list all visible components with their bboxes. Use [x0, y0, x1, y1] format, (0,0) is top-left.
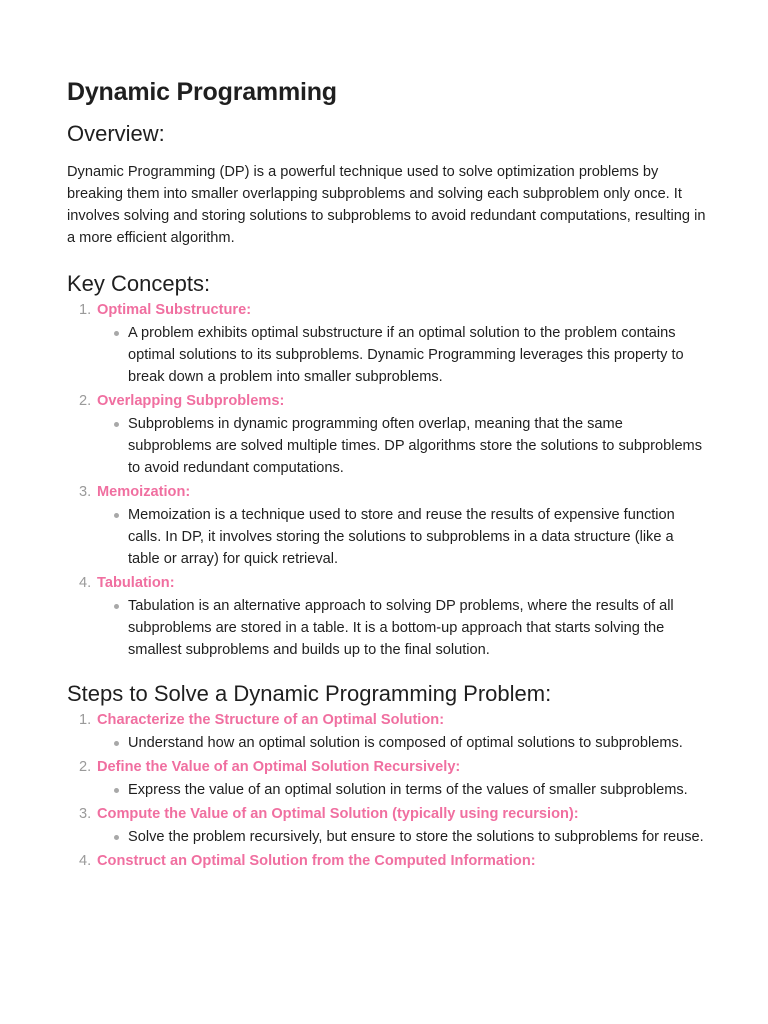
bullet-item [67, 595, 707, 661]
list-number: 2. [79, 393, 92, 409]
key-concept-item [67, 299, 707, 388]
key-concept-item [67, 481, 707, 570]
bullet-text: Subproblems in dynamic programming often overlap, meaning that the same subproblems are solved multiple times. DP algorithms store the solutions to subproblems to avoid redundant computations. [128, 416, 703, 476]
key-concept-title: Tabulation: [97, 575, 175, 591]
list-number: 3. [79, 806, 92, 822]
key-concept-header [67, 572, 707, 594]
key-concept-item [67, 572, 707, 661]
step-title: Characterize the Structure of an Optimal Solution: [97, 712, 445, 728]
overview-heading: Overview: [67, 121, 165, 146]
key-concept-title: Overlapping Subproblems: [97, 393, 285, 409]
key-concept-header [67, 390, 707, 412]
step-item [67, 803, 707, 848]
steps-heading: Steps to Solve a Dynamic Programming Problem: [67, 681, 552, 706]
list-number: 2. [79, 759, 92, 775]
list-number: 4. [79, 575, 92, 591]
bullet-text: Tabulation is an alternative approach to solving DP problems, where the results of all subproblems are stored in a table. It is a bottom-up approach that starts solving the smallest subproblems and builds up to the final solution. [128, 598, 674, 658]
bullet-item [67, 826, 707, 848]
bullet-icon [114, 513, 119, 518]
list-number: 1. [79, 302, 92, 318]
key-concept-bullets [67, 595, 707, 661]
bullet-item [67, 779, 707, 801]
key-concept-header [67, 481, 707, 503]
step-title: Define the Value of an Optimal Solution Recursively: [97, 759, 461, 775]
bullet-icon [114, 741, 119, 746]
bullet-text: Express the value of an optimal solution in terms of the values of smaller subproblems. [128, 782, 688, 798]
list-number: 4. [79, 853, 92, 869]
bullet-item [67, 413, 707, 479]
bullet-text: A problem exhibits optimal substructure if an optimal solution to the problem contains optimal solutions to its subproblems. Dynamic Programming leverages this property to break down a problem into smaller subproblems. [128, 325, 684, 385]
key-concepts-heading: Key Concepts: [67, 271, 211, 296]
step-bullets [67, 826, 707, 848]
bullet-text: Understand how an optimal solution is composed of optimal solutions to subproblems. [128, 735, 683, 751]
step-title: Compute the Value of an Optimal Solution (typically using recursion): [97, 806, 579, 822]
bullet-item [67, 732, 707, 754]
key-concept-header [67, 299, 707, 321]
key-concept-bullets [67, 413, 707, 479]
bullet-text: Solve the problem recursively, but ensure to store the solutions to subproblems for reuse. [128, 829, 704, 845]
step-bullets [67, 732, 707, 754]
page-title: Dynamic Programming [67, 78, 337, 106]
bullet-item [67, 322, 707, 388]
steps-list [67, 709, 707, 872]
step-item [67, 756, 707, 801]
key-concept-item [67, 390, 707, 479]
list-number: 1. [79, 712, 92, 728]
key-concept-title: Memoization: [97, 484, 191, 500]
key-concept-bullets [67, 322, 707, 388]
key-concept-bullets [67, 504, 707, 570]
key-concepts-list [67, 299, 707, 661]
step-header [67, 803, 707, 825]
step-header [67, 756, 707, 778]
bullet-icon [114, 331, 119, 336]
list-number: 3. [79, 484, 92, 500]
bullet-icon [114, 422, 119, 427]
step-header [67, 709, 707, 731]
step-title: Construct an Optimal Solution from the Computed Information: [97, 853, 536, 869]
bullet-item [67, 504, 707, 570]
step-item [67, 850, 707, 872]
bullet-icon [114, 835, 119, 840]
bullet-text: Memoization is a technique used to store and reuse the results of expensive function calls. In DP, it involves storing the solutions to subproblems in a data structure (like a table or array) for quick retrieval. [128, 507, 675, 567]
step-bullets [67, 779, 707, 801]
key-concept-title: Optimal Substructure: [97, 302, 252, 318]
bullet-icon [114, 604, 119, 609]
step-header [67, 850, 707, 872]
bullet-icon [114, 788, 119, 793]
overview-paragraph: Dynamic Programming (DP) is a powerful technique used to solve optimization problems by breaking them into smaller overlapping subproblems and solving each subproblem only once. It involves solving and storing solutions to subproblems to avoid redundant computations, resulting in a more efficient algorithm. [67, 164, 706, 246]
document-page [67, 76, 707, 872]
step-item [67, 709, 707, 754]
